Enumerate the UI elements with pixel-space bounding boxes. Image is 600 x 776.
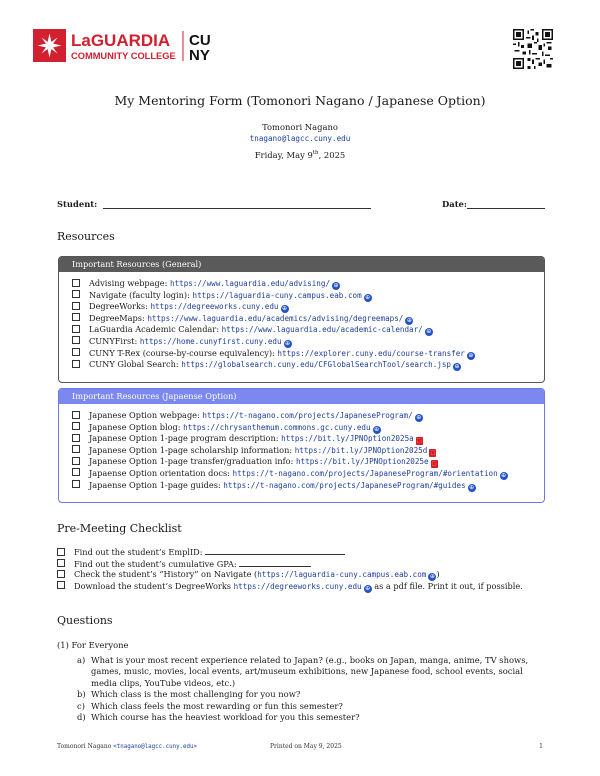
checkbox[interactable] <box>72 348 80 356</box>
question-list <box>78 655 548 723</box>
globe-icon: ⊕ <box>365 584 371 592</box>
resource-item <box>72 324 544 336</box>
author-email-link[interactable]: tnagano@lagcc.cuny.edu <box>249 134 351 143</box>
logo-laguardia-text: LaGUARDIA <box>71 31 171 50</box>
page-footer <box>57 743 543 750</box>
checklist-item-gpa: Find out the student’s cumulative GPA: <box>57 558 523 570</box>
resource-item <box>72 313 544 325</box>
general-resources-list <box>59 272 544 371</box>
globe-icon: ⊕ <box>406 316 412 324</box>
resource-item <box>72 410 544 422</box>
checkbox[interactable] <box>72 313 80 321</box>
resource-link[interactable]: https://bit.ly/JPNOption2025a <box>281 434 414 444</box>
globe-icon: ⊕ <box>429 573 435 581</box>
resource-link[interactable]: https://www.laguardia.edu/academics/advising/degreemaps/ <box>147 313 404 323</box>
resource-item <box>72 290 544 302</box>
checkbox[interactable] <box>72 434 80 442</box>
globe-icon: ⊕ <box>285 339 291 347</box>
question-text: Which class is the most challenging for you now? <box>91 689 301 700</box>
resource-link[interactable]: https://laguardia-cuny.campus.eab.com <box>192 290 362 300</box>
globe-icon: ⊕ <box>468 351 474 359</box>
gpa-field[interactable] <box>239 558 311 567</box>
general-resources-box <box>58 256 545 383</box>
svg-text:NY: NY <box>189 47 210 64</box>
resource-link[interactable]: https://degreeworks.cuny.edu <box>150 302 279 312</box>
globe-icon: ⊕ <box>333 282 339 289</box>
resource-link[interactable]: https://home.cunyfirst.cuny.edu <box>139 336 282 346</box>
resource-label: Japanese Option blog: <box>89 421 184 432</box>
resources-heading: Resources <box>57 230 115 243</box>
resource-label: Japaense Option orientation docs: <box>89 467 233 478</box>
resource-link[interactable]: https://bit.ly/JPNOption2025d <box>294 445 428 455</box>
checkbox[interactable] <box>72 290 80 298</box>
resource-label: Advising webpage: <box>89 278 170 288</box>
checkbox[interactable] <box>72 325 80 333</box>
degreeworks-link[interactable]: https://degreeworks.cuny.edu <box>233 581 362 591</box>
japanese-resources-box <box>58 388 545 503</box>
resource-link[interactable]: https://globalsearch.cuny.edu/CFGlobalSearchTool/search.jsp <box>181 360 451 370</box>
globe-icon: ⊕ <box>281 305 288 313</box>
resource-label: Japaense Option 1-page guides: <box>89 479 224 490</box>
resource-label: Navigate (faculty login): <box>89 289 193 300</box>
resource-link[interactable]: https://t-nagano.com/projects/JapaneseProgram/#orientation <box>232 468 498 478</box>
student-label: Student: <box>57 199 98 209</box>
resource-item <box>72 359 544 371</box>
resource-link[interactable]: https://www.laguardia.edu/academic-calendar/ <box>221 325 423 335</box>
pdf-icon: ⬚ <box>431 461 437 468</box>
question-item <box>78 701 548 712</box>
resource-link[interactable]: https://chrysanthemum.commons.gc.cuny.edu <box>183 422 371 432</box>
resource-link[interactable]: https://explorer.cuny.edu/course-transfer <box>277 348 465 358</box>
globe-icon: ⊕ <box>454 363 460 371</box>
date-field[interactable] <box>467 208 545 209</box>
resource-label: DegreeMaps: <box>89 312 148 323</box>
footer-name: Tomonori Nagano <box>57 743 114 750</box>
checkbox[interactable] <box>72 360 80 368</box>
resource-label: CUNY T-Rex (course-by-course equivalency): <box>89 347 278 358</box>
questions-heading: Questions <box>57 614 113 627</box>
checklist-item-history: Check the student’s “History” on Navigate (https://laguardia-cuny.campus.eab.com ⊕) <box>57 569 523 581</box>
navigate-link[interactable]: https://laguardia-cuny.campus.eab.com <box>257 570 427 580</box>
checkbox[interactable] <box>72 445 80 453</box>
question-text: Which class feels the most rewarding or fun this semester? <box>91 700 343 711</box>
pre-meeting-checklist <box>57 546 523 592</box>
question-item <box>78 689 548 700</box>
checkbox[interactable] <box>72 422 80 430</box>
resource-label: Japanese Option 1-page transfer/graduation info: <box>89 456 296 467</box>
resource-label: Japanese Option 1-page scholarship information: <box>89 444 295 455</box>
page-title: My Mentoring Form (Tomonori Nagano / Japanese Option) <box>114 93 486 108</box>
globe-icon: ⊕ <box>365 293 371 301</box>
checkbox[interactable] <box>57 559 65 567</box>
resource-item <box>72 445 544 457</box>
footer-email[interactable]: <tnagano@lagcc.cuny.edu> <box>113 744 198 750</box>
checklist-item-degreeworks: Download the student’s DegreeWorks https://degreeworks.cuny.edu ⊕ as a pdf file. Print it out, if possible. <box>57 581 523 593</box>
checkbox[interactable] <box>57 581 65 589</box>
resource-item <box>72 348 544 360</box>
resource-label: CUNYFirst: <box>89 335 140 346</box>
resource-item <box>72 301 544 313</box>
question-text: Which course has the heaviest workload for you this semester? <box>91 712 360 723</box>
question-label: a) <box>77 655 86 665</box>
checkbox[interactable] <box>57 570 65 578</box>
resource-item <box>72 278 544 290</box>
question-item <box>78 655 548 689</box>
checkbox[interactable] <box>72 302 80 310</box>
globe-icon: ⊕ <box>469 483 475 491</box>
globe-icon: ⊕ <box>501 471 507 479</box>
resource-item <box>72 456 544 468</box>
resource-label: Japanese Option 1-page program description: <box>89 433 282 444</box>
checkbox[interactable] <box>72 336 80 344</box>
date-label: Date: <box>442 199 467 209</box>
pdf-icon: ⬚ <box>430 449 436 456</box>
qr-code <box>513 29 553 69</box>
resource-link[interactable]: https://t-nagano.com/projects/JapaneseProgram/#guides <box>223 480 466 490</box>
resource-label: CUNY Global Search: <box>89 359 182 370</box>
checkbox[interactable] <box>72 279 80 287</box>
checkbox[interactable] <box>72 480 80 488</box>
globe-icon: ⊕ <box>374 425 380 433</box>
question-item <box>78 712 548 723</box>
logo-college-text: COMMUNITY COLLEGE <box>71 51 176 61</box>
checkbox[interactable] <box>72 468 80 476</box>
author-name: Tomonori Nagano <box>262 122 338 132</box>
resource-label: Japanese Option webpage: <box>89 410 203 420</box>
student-name-field[interactable] <box>103 208 371 209</box>
japanese-resources-title: Important Resources (Japaense Option) <box>59 389 544 404</box>
resource-link[interactable]: https://t-nagano.com/projects/JapaneseProgram/ <box>202 411 413 420</box>
author-block <box>0 121 600 145</box>
globe-icon: ⊕ <box>426 328 432 336</box>
resource-label: LaGuardia Academic Calendar: <box>89 324 222 335</box>
globe-icon: ⊕ <box>416 414 422 421</box>
checkbox[interactable] <box>72 457 80 465</box>
resource-link[interactable]: https://www.laguardia.edu/advising/ <box>170 279 331 288</box>
resource-item <box>72 422 544 434</box>
japanese-resources-list <box>59 404 544 491</box>
student-date-row <box>57 199 545 211</box>
checklist-item-emplid: Find out the student’s EmplID: <box>57 546 523 558</box>
emplid-field[interactable] <box>205 546 345 555</box>
resource-item <box>72 468 544 480</box>
general-resources-title: Important Resources (General) <box>59 257 544 272</box>
checklist-heading: Pre-Meeting Checklist <box>57 522 182 535</box>
pdf-icon: ⬚ <box>416 438 422 445</box>
laguardia-cuny-logo <box>33 29 225 65</box>
resource-item <box>72 433 544 445</box>
question-label: b) <box>77 689 86 700</box>
question-label: c) <box>77 700 85 711</box>
footer-page-number: 1 <box>539 743 543 750</box>
resource-label: DegreeWorks: <box>89 301 151 312</box>
section-for-everyone: (1) For Everyone <box>57 640 129 650</box>
resource-link[interactable]: https://bit.ly/JPNOption2025e <box>295 457 429 467</box>
footer-printed-date: Printed on May 9, 2025 <box>270 743 342 750</box>
question-text: What is your most recent experience related to Japan? (e.g., books on Japan, manga, anime, TV shows, games, music, movies, local events, art/museum exhibitions, new Japanese food, school events, social media clips, YouTube videos, etc.) <box>91 655 529 688</box>
question-label: d) <box>77 712 86 723</box>
svg-text:CU: CU <box>189 32 211 49</box>
resource-item <box>72 336 544 348</box>
checkbox[interactable] <box>72 411 80 419</box>
resource-item <box>72 480 544 492</box>
checkbox[interactable] <box>57 548 65 556</box>
document-date: Friday, May 9th, 2025 <box>254 150 346 160</box>
